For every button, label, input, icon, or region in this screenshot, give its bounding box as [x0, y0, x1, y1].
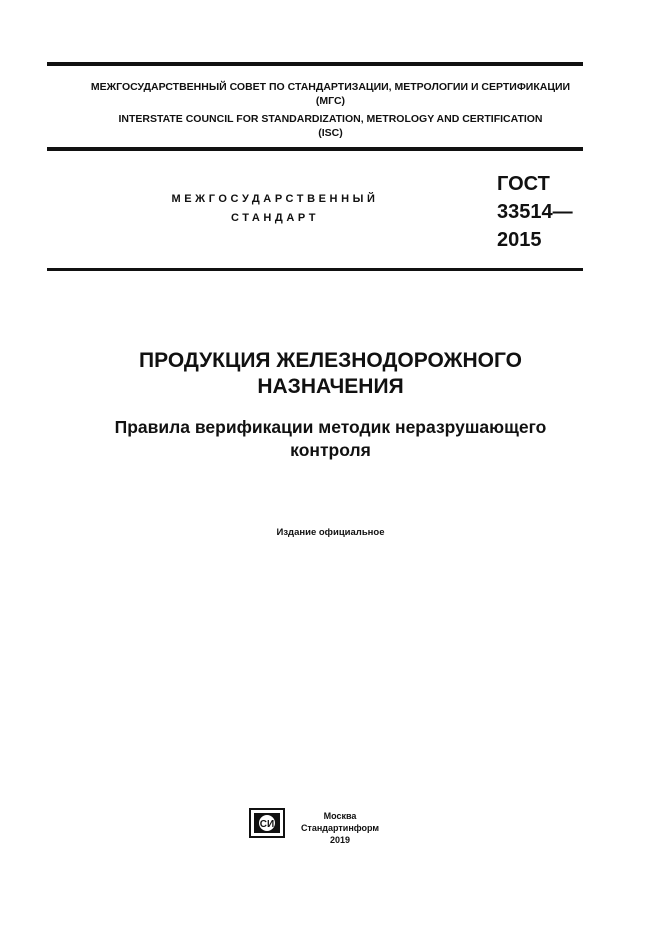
title-line1: ПРОДУКЦИЯ ЖЕЛЕЗНОДОРОЖНОГО	[139, 349, 522, 372]
publisher-city: Москва	[323, 811, 357, 821]
council-en-name: INTERSTATE COUNCIL FOR STANDARDIZATION, METROLOGY AND CERTIFICATION	[118, 113, 543, 125]
edition-note: Издание официальное	[276, 527, 385, 538]
title-line2: НАЗНАЧЕНИЯ	[257, 375, 404, 398]
gost-number: 33514—	[497, 201, 573, 223]
council-ru-abbr: (МГС)	[315, 95, 346, 107]
gost-year: 2015	[497, 229, 542, 251]
standard-type-line1: МЕЖГОСУДАРСТВЕННЫЙ	[171, 193, 379, 205]
standartinform-logo-icon	[249, 808, 285, 838]
council-en-abbr: (ISC)	[318, 127, 343, 139]
document-title	[0, 348, 661, 400]
publisher-block	[290, 810, 390, 846]
document-subtitle	[0, 416, 661, 462]
subtitle-line2: контроля	[290, 440, 371, 460]
council-ru-name: МЕЖГОСУДАРСТВЕННЫЙ СОВЕТ ПО СТАНДАРТИЗАЦИИ, МЕТРОЛОГИИ И СЕРТИФИКАЦИИ	[90, 81, 571, 93]
logo-text: СИ	[259, 819, 275, 830]
publisher-year: 2019	[329, 835, 351, 845]
gost-label: ГОСТ	[497, 173, 550, 195]
gost-designation	[497, 170, 573, 254]
header-bottom-rule	[47, 147, 583, 151]
designation-rule	[47, 268, 583, 271]
standard-type-line2: СТАНДАРТ	[230, 212, 320, 224]
subtitle-line1: Правила верификации методик неразрушающего	[114, 417, 547, 437]
council-en	[0, 112, 661, 140]
top-rule	[47, 62, 583, 66]
council-ru	[0, 80, 661, 108]
publisher-name: Стандартинформ	[300, 823, 380, 833]
